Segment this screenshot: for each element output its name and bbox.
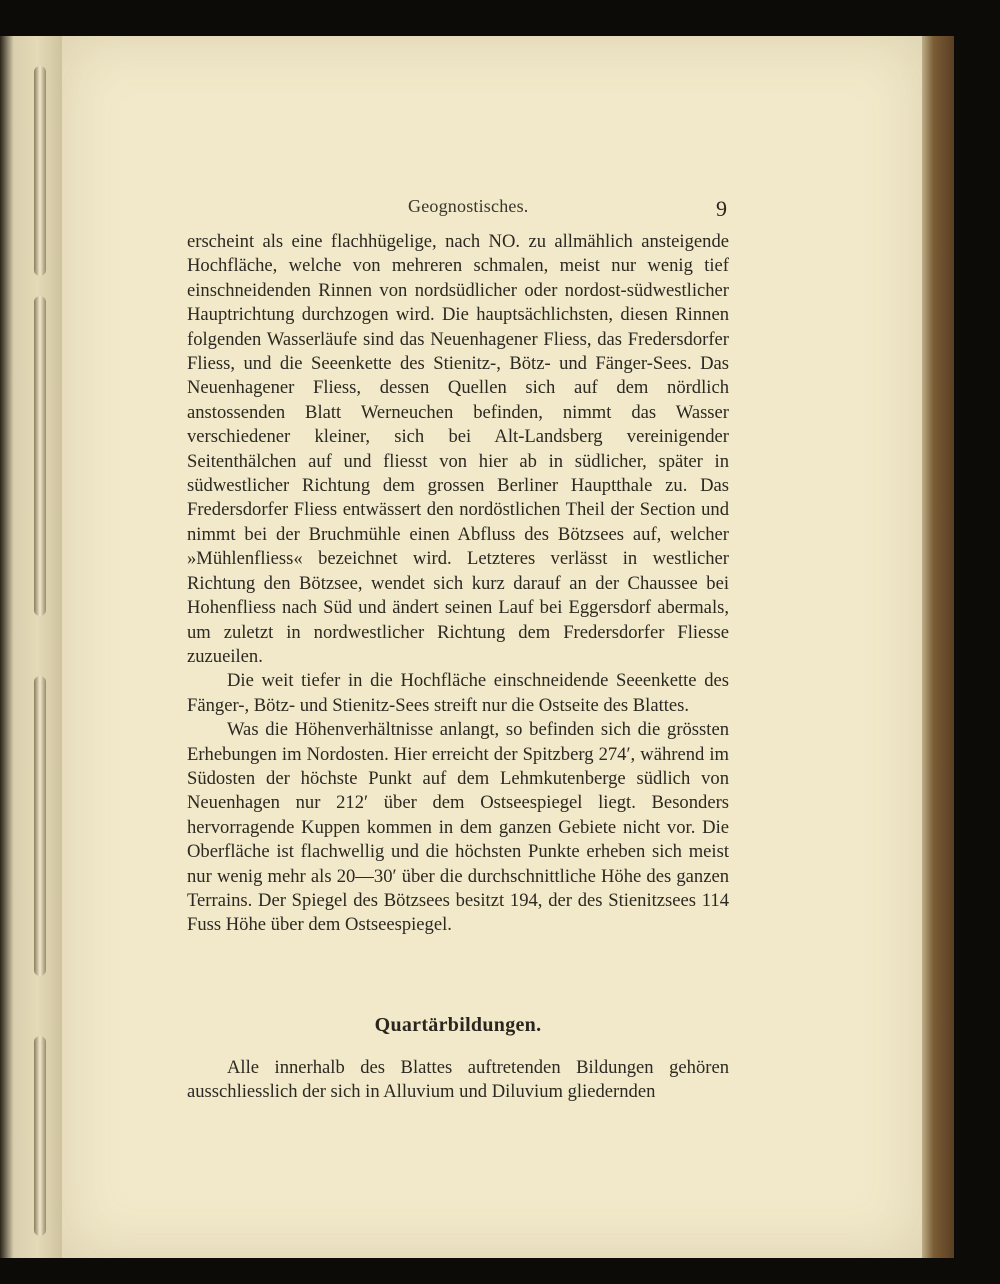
section-body-text bbox=[187, 1056, 729, 1105]
binding-thread bbox=[34, 296, 46, 616]
page-number: 9 bbox=[716, 196, 727, 221]
left-binding-edge bbox=[0, 36, 62, 1258]
paragraph: Die weit tiefer in die Hochfläche einschneidende Seeenkette des Fänger-, Bötz- und Stienitz-Sees streift nur die Ostseite des Blattes. bbox=[187, 670, 729, 716]
paragraph: Alle innerhalb des Blattes auftretenden Bildungen gehören ausschliesslich der sich in Alluvium und Diluvium gliedernden bbox=[187, 1057, 729, 1103]
right-page-edge bbox=[920, 36, 954, 1258]
body-text bbox=[187, 230, 729, 938]
binding-thread bbox=[34, 676, 46, 976]
running-head: Geognostisches. bbox=[408, 196, 529, 216]
section-heading: Quartärbildungen. bbox=[374, 1014, 542, 1036]
binding-thread bbox=[34, 1036, 46, 1236]
binding-thread bbox=[34, 66, 46, 276]
paragraph: erscheint als eine flachhügelige, nach NO. zu allmählich ansteigende Hochfläche, welche von mehreren schmalen, meist nur wenig tief einschneidenden Rinnen von nordsüdlicher oder nordost-südwestlicher Hauptrichtung durchzogen wird. Die hauptsächlichsten, diesen Rinnen folgenden Wasserläufe sind das Neuenhagener Fliess, das Fredersdorfer Fliess, und die Seeenkette des Stienitz-, Bötz- und Fänger-Sees. Das Neuenhagener Fliess, dessen Quellen sich auf dem nördlich anstossenden Blatt Werneuchen befinden, nimmt das Wasser verschiedener kleiner, sich bei Alt-Landsberg vereinigender Seitenthälchen auf und fliesst von hier ab in südlicher, später in südwestlicher Richtung dem grossen Berliner Hauptthale zu. Das Fredersdorfer Fliess entwässert den nordöstlichen Theil der Section und nimmt bei der Bruchmühle einen Abfluss des Bötzsees auf, welcher »Mühlenfliess« bezeichnet wird. Letzteres verlässt in westlicher Richtung den Bötzsee, wendet sich kurz darauf an der Chaussee bei Hohenfliess nach Süd und ändert seinen Lauf bei Eggersdorf abermals, um zuletzt in nordwestlicher Richtung dem Fredersdorfer Fliesse zuzueilen. bbox=[187, 231, 729, 667]
paragraph: Was die Höhenverhältnisse anlangt, so befinden sich die grössten Erhebungen im Nordosten. Hier erreicht der Spitzberg 274′, während im Südosten der höchste Punkt auf dem Lehmkutenberge südlich von Neuenhagen nur 212′ über dem Ostseespiegel liegt. Besonders hervorragende Kuppen kommen in dem ganzen Gebiete nicht vor. Die Oberfläche ist flachwellig und die höchsten Punkte erheben sich meist nur wenig mehr als 20—30′ über die durchschnittliche Höhe des ganzen Terrains. Der Spiegel des Bötzsees besitzt 194, der des Stienitzsees 114 Fuss Höhe über dem Ostseespiegel. bbox=[187, 719, 729, 936]
